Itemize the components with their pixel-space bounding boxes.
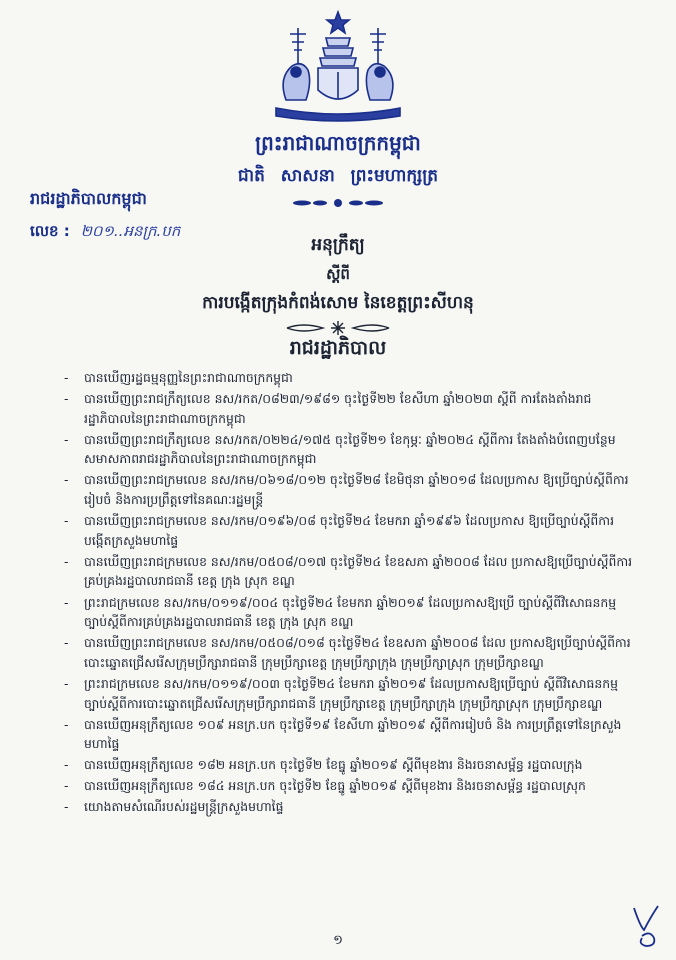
list-item: - បានឃើញរដ្ឋធម្មនុញ្ញនៃព្រះរាជាណាចក្រកម្ពុជា <box>64 370 293 385</box>
government-name: រាជរដ្ឋាភិបាលកម្ពុជា <box>30 189 147 208</box>
national-motto: ជាតិ សាសនា ព្រះមហាក្សត្រ <box>237 166 439 186</box>
list-item: - បានឃើញព្រះរាជក្រឹត្យលេខ នស/រកត/០៨២៣/១៩៨១ ចុះថ្ងៃទី២២ ខែសីហា ឆ្នាំ២០២៣ ស្តីពី ការតែងតាំងរាជរដ្ឋាភិបាលនៃព្រះរាជាណាចក្រកម្ពុជា <box>64 391 592 426</box>
list-item: - បានឃើញព្រះរាជក្រមលេខ នស/រកម/០៥០៨/០១៧ ចុះថ្ងៃទី២៤ ខែឧសភា ឆ្នាំ២០០៨ ដែល ប្រកាសឱ្យប្រើច្បាប់ស្តីពីការគ្រប់គ្រងរដ្ឋបាលរាជធានី ខេត្ត ក្រុង ស្រុក ខណ្ឌ <box>64 553 633 589</box>
clause-text: បានឃើញរដ្ឋធម្មនុញ្ញនៃព្រះរាជាណាចក្រកម្ពុជា <box>84 370 293 385</box>
page-number: ១ <box>333 933 343 948</box>
royal-coat-of-arms-icon <box>268 8 408 126</box>
clause-text: បានឃើញព្រះរាជក្រមលេខ នស/រកម/០៦១៨/០១២ ចុះថ្ងៃទី២៨ ខែមិថុនា ឆ្នាំ២០១៨ ដែលប្រកាស ឱ្យប្រើច្បាប់ស្តីពីការរៀបចំ និងការប្រព្រឹត្តទៅនៃគណៈរដ្ឋមន្ត្រី <box>84 472 629 508</box>
clause-text: បានឃើញអនុក្រឹត្យលេខ ១៨៤ អនក្រ.បក ចុះថ្ងៃទី២ ខែធ្នូ ឆ្នាំ២០១៩ ស្តីពីមុខងារ និងរចនាសម្ព័ន្ធ រដ្ឋបាលស្រុក <box>84 778 586 794</box>
handwritten-initials-icon <box>628 900 668 950</box>
list-item: - យោងតាមសំណើរបស់រដ្ឋមន្ត្រីក្រសួងមហាផ្ទៃ <box>64 799 284 815</box>
decorative-divider-icon <box>283 320 393 336</box>
clause-text: បានឃើញអនុក្រឹត្យលេខ ១៨២ អនក្រ.បក ចុះថ្ងៃទី២ ខែធ្នូ ឆ្នាំ២០១៩ ស្តីពីមុខងារ និងរចនាសម្ព័ន្ធ រដ្ឋបាលក្រុង <box>84 757 583 773</box>
issuing-authority: រាជរដ្ឋាភិបាល <box>289 337 387 359</box>
clause-text: យោងតាមសំណើរបស់រដ្ឋមន្ត្រីក្រសួងមហាផ្ទៃ <box>84 799 284 815</box>
clause-text: ព្រះរាជក្រមលេខ នស/រកម/០១១៩/០០៣ ចុះថ្ងៃទី២៤ ខែមករា ឆ្នាំ២០១៩ ដែលប្រកាសឱ្យប្រើច្បាប់ ស្តីពីវិសោធនកម្មច្បាប់ស្តីពីការបោះឆ្នោតជ្រើសរើសក្រុមប្រឹក្សារាជធានី ក្រុមប្រឹក្សាខេត្ត ក្រុមប្រឹក្សាក្រុង ក្រុមប្រឹក្សាស្រុក ក្រុមប្រឹក្សាខណ្ឌ <box>84 675 618 711</box>
clause-text: បានឃើញព្រះរាជក្រមលេខ នស/រកម/០៥០៨/០១៨ ចុះថ្ងៃទី២៤ ខែឧសភា ឆ្នាំ២០០៨ ដែល ប្រកាសឱ្យប្រើច្បាប់ស្តីពីការបោះឆ្នោតជ្រើសរើសក្រុមប្រឹក្សារាជធានី ក្រុមប្រឹក្សាខេត្ត ក្រុមប្រឹក្សាក្រុង ក្រុមប្រឹក្សាស្រុក ក្រុមប្រឹក្សាខណ្ឌ <box>84 635 631 670</box>
kingdom-title: ព្រះរាជាណាចក្រកម្ពុជា <box>255 131 421 155</box>
clause-text: បានឃើញព្រះរាជក្រមលេខ នស/រកម/០៥០៨/០១៧ ចុះថ្ងៃទី២៤ ខែឧសភា ឆ្នាំ២០០៨ ដែល ប្រកាសឱ្យប្រើច្បាប់ស្តីពីការគ្រប់គ្រងរដ្ឋបាលរាជធានី ខេត្ត ក្រុង ស្រុក ខណ្ឌ <box>84 553 633 589</box>
document-type: អនុក្រឹត្យ <box>311 235 365 255</box>
clause-text: បានឃើញព្រះរាជក្រឹត្យលេខ នស/រកត/០៨២៣/១៩៨១ ចុះថ្ងៃទី២២ ខែសីហា ឆ្នាំ២០២៣ ស្តីពី ការតែងតាំងរាជរដ្ឋាភិបាលនៃព្រះរាជាណាចក្រកម្ពុជា <box>84 391 592 426</box>
list-item: - ព្រះរាជក្រមលេខ នស/រកម/០១១៩/០០៣ ចុះថ្ងៃទី២៤ ខែមករា ឆ្នាំ២០១៩ ដែលប្រកាសឱ្យប្រើច្បាប់ ស្តីពីវិសោធនកម្មច្បាប់ស្តីពីការបោះឆ្នោតជ្រើសរើសក្រុមប្រឹក្សារាជធានី ក្រុមប្រឹក្សាខេត្ត ក្រុមប្រឹក្សាក្រុង ក្រុមប្រឹក្សាស្រុក ក្រុមប្រឹក្សាខណ្ឌ <box>64 675 618 711</box>
document-subject: ការបង្កើតក្រុងកំពង់សោម នៃខេត្តព្រះសីហនុ <box>202 293 474 313</box>
decorative-divider-icon <box>288 196 388 210</box>
list-item: - បានឃើញអនុក្រឹត្យលេខ ១៨២ អនក្រ.បក ចុះថ្ងៃទី២ ខែធ្នូ ឆ្នាំ២០១៩ ស្តីពីមុខងារ និងរចនាសម្ព័ន្ធ រដ្ឋបាលក្រុង <box>64 757 583 773</box>
list-item: - បានឃើញអនុក្រឹត្យលេខ ១០៩ អនក្រ.បក ចុះថ្ងៃទី១៩ ខែសីហា ឆ្នាំ២០១៩ ស្តីពីការរៀបចំ និង ការប្រព្រឹត្តទៅនៃក្រសួងមហាផ្ទៃ <box>64 716 622 752</box>
clause-text: បានឃើញអនុក្រឹត្យលេខ ១០៩ អនក្រ.បក ចុះថ្ងៃទី១៩ ខែសីហា ឆ្នាំ២០១៩ ស្តីពីការរៀបចំ និង ការប្រព្រឹត្តទៅនៃក្រសួងមហាផ្ទៃ <box>84 716 622 752</box>
clause-text: បានឃើញព្រះរាជក្រឹត្យលេខ នស/រកត/០២២៤/១៧៥ ចុះថ្ងៃទី២១ ខែកុម្ភៈ ឆ្នាំ២០២៤ ស្តីពីការ តែងតាំងបំពេញបន្ថែមសមាសភាពរាជរដ្ឋាភិបាលនៃព្រះរាជាណាចក្រកម្ពុជា <box>84 431 616 467</box>
list-item: - បានឃើញព្រះរាជក្រមលេខ នស/រកម/០១៩៦/០៨ ចុះថ្ងៃទី២៤ ខែមករា ឆ្នាំ១៩៩៦ ដែលប្រកាស ឱ្យប្រើច្បាប់ស្តីពីការបង្កើតក្រសួងមហាផ្ទៃ <box>64 513 615 548</box>
about-label: ស្តីពី <box>326 265 350 283</box>
list-item: - បានឃើញព្រះរាជក្រឹត្យលេខ នស/រកត/០២២៤/១៧៥ ចុះថ្ងៃទី២១ ខែកុម្ភៈ ឆ្នាំ២០២៤ ស្តីពីការ តែងតាំងបំពេញបន្ថែមសមាសភាពរាជរដ្ឋាភិបាលនៃព្រះរាជាណាចក្រកម្ពុជា <box>64 431 616 467</box>
clause-text: ព្រះរាជក្រមលេខ នស/រកម/០១១៩/០០៤ ចុះថ្ងៃទី២៤ ខែមករា ឆ្នាំ២០១៩ ដែលប្រកាសឱ្យប្រើ ច្បាប់ស្តីពីវិសោធនកម្មច្បាប់ស្តីពីការគ្រប់គ្រងរដ្ឋបាលរាជធានី ខេត្ត ក្រុង ស្រុក ខណ្ឌ <box>84 594 617 630</box>
list-item: - ព្រះរាជក្រមលេខ នស/រកម/០១១៩/០០៤ ចុះថ្ងៃទី២៤ ខែមករា ឆ្នាំ២០១៩ ដែលប្រកាសឱ្យប្រើ ច្បាប់ស្តីពីវិសោធនកម្មច្បាប់ស្តីពីការគ្រប់គ្រងរដ្ឋបាលរាជធានី ខេត្ត ក្រុង ស្រុក ខណ្ឌ <box>64 594 617 630</box>
clause-text: បានឃើញព្រះរាជក្រមលេខ នស/រកម/០១៩៦/០៨ ចុះថ្ងៃទី២៤ ខែមករា ឆ្នាំ១៩៩៦ ដែលប្រកាស ឱ្យប្រើច្បាប់ស្តីពីការបង្កើតក្រសួងមហាផ្ទៃ <box>84 513 615 548</box>
list-item: - បានឃើញព្រះរាជក្រមលេខ នស/រកម/០៥០៨/០១៨ ចុះថ្ងៃទី២៤ ខែឧសភា ឆ្នាំ២០០៨ ដែល ប្រកាសឱ្យប្រើច្បាប់ស្តីពីការបោះឆ្នោតជ្រើសរើសក្រុមប្រឹក្សារាជធានី ក្រុមប្រឹក្សាខេត្ត ក្រុមប្រឹក្សាក្រុង ក្រុមប្រឹក្សាស្រុក ក្រុមប្រឹក្សាខណ្ឌ <box>64 635 631 670</box>
list-item: - បានឃើញព្រះរាជក្រមលេខ នស/រកម/០៦១៨/០១២ ចុះថ្ងៃទី២៨ ខែមិថុនា ឆ្នាំ២០១៨ ដែលប្រកាស ឱ្យប្រើច្បាប់ស្តីពីការរៀបចំ និងការប្រព្រឹត្តទៅនៃគណៈរដ្ឋមន្ត្រី <box>64 472 629 508</box>
reference-label: លេខ : <box>30 222 70 240</box>
preamble-clauses <box>62 368 636 819</box>
reference-value: ២០១..អនក្រ.បក <box>80 222 181 240</box>
list-item: - បានឃើញអនុក្រឹត្យលេខ ១៨៤ អនក្រ.បក ចុះថ្ងៃទី២ ខែធ្នូ ឆ្នាំ២០១៩ ស្តីពីមុខងារ និងរចនាសម្ព័ន្ធ រដ្ឋបាលស្រុក <box>64 778 586 794</box>
